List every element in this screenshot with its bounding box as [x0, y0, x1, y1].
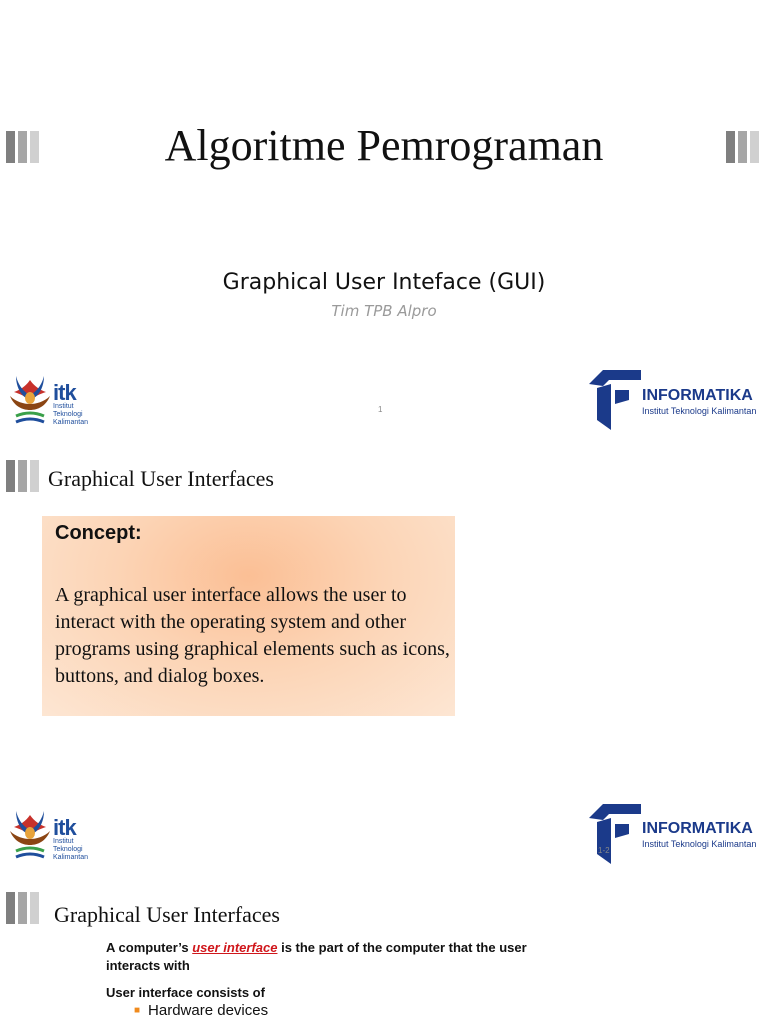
- slide-3: [0, 880, 768, 1024]
- bullet-label: Hardware devices: [148, 1002, 269, 1019]
- itk-logo-line2: Teknologi: [53, 846, 83, 853]
- bullet-icon: ■: [134, 1005, 141, 1016]
- heading-bars: [6, 460, 39, 492]
- informatika-logo-icon: [589, 370, 643, 430]
- slide-subtitle: Graphical User Inteface (GUI): [222, 270, 546, 295]
- intro-paragraph: [106, 939, 556, 975]
- itk-logo-line3: Kalimantan: [53, 419, 89, 426]
- informatika-subtitle: Institut Teknologi Kalimantan: [642, 839, 757, 849]
- concept-text: A graphical user interface allows the user to interact with the operating system and other programs using graphical elements such as icons, buttons, and dialog boxes.: [55, 584, 450, 687]
- slide-heading: Graphical User Interfaces: [48, 466, 274, 491]
- itk-logo-icon: [6, 807, 54, 863]
- slide-heading: Graphical User Interfaces: [54, 902, 280, 927]
- itk-logo-icon: [6, 372, 54, 428]
- heading-bars: [6, 892, 39, 924]
- list-item: [134, 1002, 268, 1019]
- intro-suffix: is the part of the computer that the user interacts with: [106, 940, 527, 973]
- consists-paragraph: User interface consists of: [106, 985, 265, 1000]
- slide-1: [0, 0, 768, 440]
- informatika-logo-icon: [589, 804, 643, 864]
- page-number: 1-2: [598, 846, 610, 855]
- informatika-subtitle: Institut Teknologi Kalimantan: [642, 406, 757, 416]
- page-title: Algoritme Pemrograman: [164, 121, 604, 170]
- slide-author: Tim TPB Alpro: [331, 302, 437, 320]
- concept-title: Concept:: [55, 522, 142, 544]
- itk-logo-text: [53, 380, 89, 427]
- itk-logo-line3: Kalimantan: [53, 854, 89, 861]
- itk-logo-text: [53, 815, 89, 862]
- itk-logo-line1: Institut: [53, 403, 74, 410]
- slide-2: [0, 440, 768, 880]
- page-number: 1: [378, 405, 383, 414]
- informatika-title: INFORMATIKA: [642, 820, 753, 837]
- intro-prefix: A computer’s: [106, 940, 193, 955]
- itk-logo-name: itk: [53, 380, 76, 405]
- itk-logo-name: itk: [53, 815, 76, 840]
- concept-box: [42, 516, 455, 716]
- itk-logo-line1: Institut: [53, 838, 74, 845]
- itk-logo-line2: Teknologi: [53, 411, 83, 418]
- user-interface-link[interactable]: user interface: [192, 940, 278, 955]
- informatika-title: INFORMATIKA: [642, 387, 753, 404]
